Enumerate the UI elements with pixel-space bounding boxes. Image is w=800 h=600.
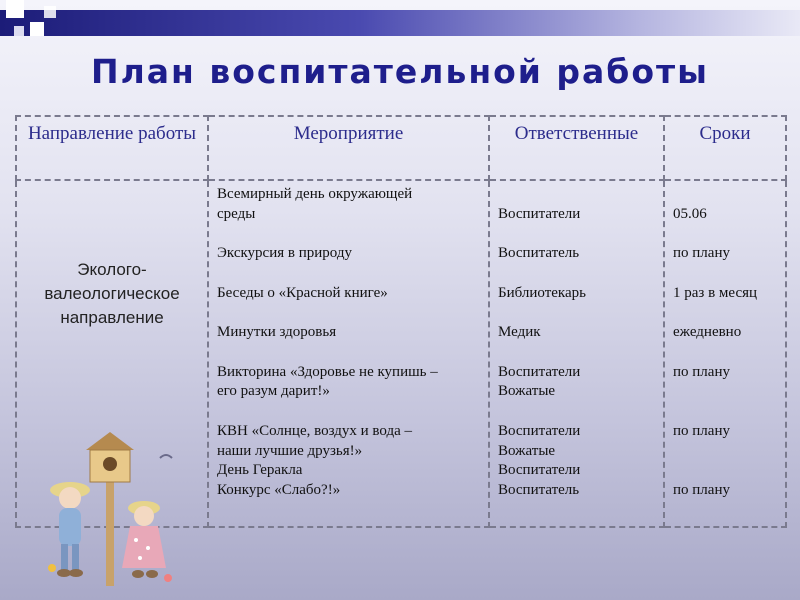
header-direction: Направление работы (16, 116, 208, 180)
responsible-line: Медик (498, 324, 541, 340)
event-line: Минутки здоровья (217, 324, 337, 340)
terms-line: по плану (673, 364, 730, 380)
terms-cell (664, 180, 786, 527)
terms-line: 1 раз в месяц (673, 285, 758, 301)
decor-square (14, 26, 24, 36)
terms-line: по плану (673, 423, 730, 439)
header-event: Мероприятие (208, 116, 489, 180)
event-line: среды (217, 206, 256, 222)
terms-line: ежедневно (673, 324, 742, 340)
responsible-line: Библиотекарь (498, 285, 586, 301)
decor-square (44, 6, 56, 18)
decor-square (30, 22, 44, 36)
top-decorative-bar (0, 10, 800, 36)
header-terms: Сроки (664, 116, 786, 180)
terms-line: по плану (673, 482, 730, 498)
event-line: Всемирный день окружающей (217, 186, 413, 202)
responsible-line: Вожатые (498, 443, 556, 459)
events-cell (208, 180, 489, 527)
responsible-line: Воспитатель (498, 245, 580, 261)
event-line: наши лучшие друзья!» (217, 443, 363, 459)
terms-line: 05.06 (673, 206, 707, 222)
event-line: Конкурс «Слабо?!» (217, 482, 341, 498)
slide-title: План воспитательной работы (91, 52, 709, 91)
decor-square (6, 0, 24, 18)
event-line: его разум дарит!» (217, 383, 330, 399)
event-line: КВН «Солнце, воздух и вода – (217, 423, 412, 439)
table-header-row (16, 116, 786, 180)
responsible-line: Воспитатели (498, 206, 581, 222)
event-line: День Геракла (217, 462, 303, 478)
header-responsible: Ответственные (489, 116, 664, 180)
responsible-line: Воспитатели (498, 423, 581, 439)
responsible-line: Воспитатели (498, 462, 581, 478)
responsible-line: Вожатые (498, 383, 556, 399)
direction-text: Эколого-валеологическое направление (44, 259, 180, 327)
event-line: Викторина «Здоровье не купишь – (217, 364, 438, 380)
terms-line: по плану (673, 245, 730, 261)
event-line: Беседы о «Красной книге» (217, 285, 388, 301)
responsible-cell (489, 180, 664, 527)
responsible-line: Воспитатель (498, 482, 580, 498)
event-line: Экскурсия в природу (217, 245, 352, 261)
responsible-line: Воспитатели (498, 364, 581, 380)
children-birdhouse-illustration (40, 428, 180, 590)
